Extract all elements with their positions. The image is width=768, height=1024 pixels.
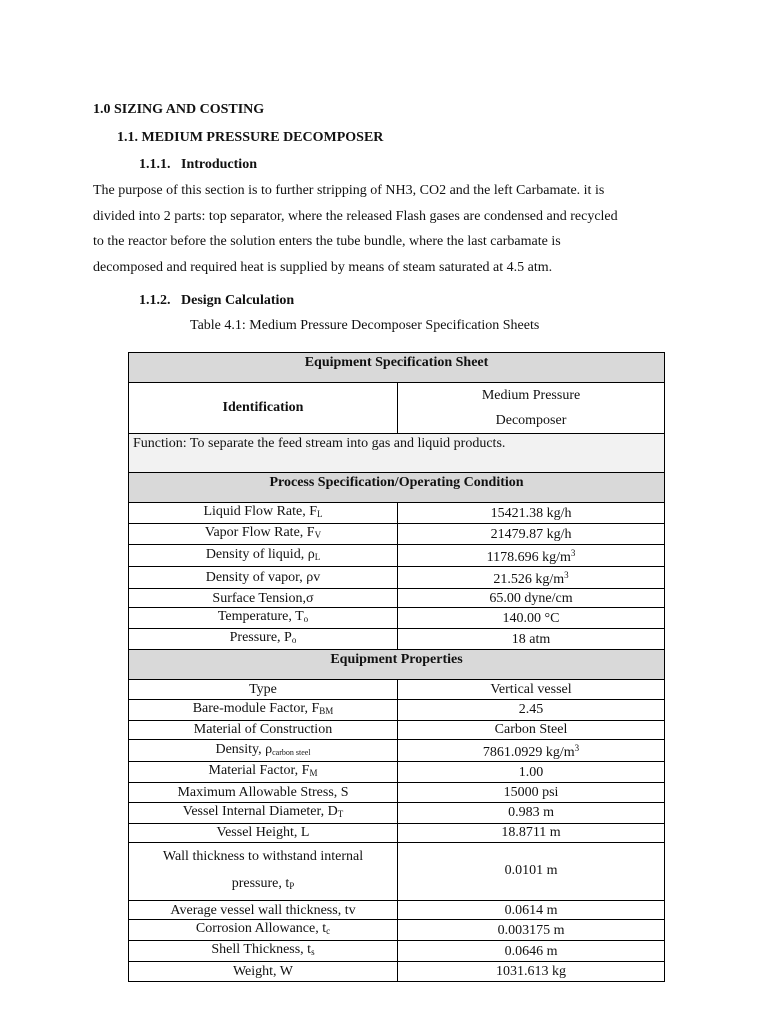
table-row	[129, 608, 665, 629]
row-label	[129, 823, 398, 842]
table-row	[129, 783, 665, 802]
row-value	[398, 762, 665, 783]
table-row	[129, 802, 665, 823]
specification-table	[128, 352, 665, 982]
row-label-subscript: T	[337, 808, 344, 819]
row-label-text: Average vessel wall thickness, tv	[170, 902, 356, 918]
row-value	[398, 920, 665, 941]
row-label-text: Weight, W	[232, 964, 294, 980]
row-value	[398, 524, 665, 545]
row-label	[129, 699, 398, 720]
identification-value-line: Medium Pressure	[481, 388, 581, 403]
row-label-text: Temperature, T	[217, 609, 304, 625]
row-label	[129, 629, 398, 650]
subsubsection-heading-design-calculation	[139, 293, 294, 309]
table-row	[129, 434, 665, 473]
table-section-header	[129, 650, 665, 680]
equipment-section-title: Equipment Properties	[129, 650, 665, 680]
row-value	[398, 589, 665, 608]
row-label-text: Density of vapor, ρv	[205, 570, 321, 585]
subsubsection-heading-introduction	[139, 157, 257, 173]
row-value-text: 0.0614 m	[504, 902, 558, 918]
table-row	[129, 842, 665, 900]
table-row	[129, 720, 665, 739]
row-value	[398, 740, 665, 762]
row-label-subscript: s	[311, 947, 315, 958]
table-row	[129, 823, 665, 842]
row-value	[398, 962, 665, 981]
row-value-text: 0.003175 m	[497, 922, 565, 938]
row-label	[129, 567, 398, 589]
row-label-text: Surface Tension,σ	[212, 590, 314, 606]
row-label	[129, 545, 398, 567]
row-value	[398, 802, 665, 823]
row-value	[398, 900, 665, 919]
row-label-text: Vessel Internal Diameter, D	[182, 803, 338, 819]
row-label	[129, 962, 398, 981]
row-label	[129, 720, 398, 739]
row-label-text: Density, ρ	[215, 741, 273, 757]
row-value	[398, 608, 665, 629]
row-value-text: 21.526 kg/m	[493, 572, 565, 587]
row-label	[129, 503, 398, 524]
row-label-subscript: L	[314, 551, 321, 562]
table-row	[129, 962, 665, 981]
table-section-header	[129, 473, 665, 503]
row-label	[129, 842, 398, 900]
row-label	[129, 762, 398, 783]
row-value-text: 1178.696 kg/m	[486, 550, 571, 565]
row-label-text: pressure, t	[231, 875, 290, 891]
heading-text: Design Calculation	[181, 293, 295, 308]
intro-line: to the reactor before the solution enters the tube bundle, where the last carbamate is	[93, 234, 561, 249]
row-label	[129, 802, 398, 823]
row-value	[398, 720, 665, 739]
table-row	[129, 762, 665, 783]
row-value-text: 18 atm	[511, 631, 551, 647]
heading-text: Introduction	[181, 157, 257, 172]
row-value-text: 15421.38 kg/h	[490, 505, 572, 521]
row-label	[129, 608, 398, 629]
row-value	[398, 783, 665, 802]
row-label-text: Vapor Flow Rate, F	[204, 525, 315, 540]
row-value	[398, 567, 665, 589]
row-label	[129, 524, 398, 545]
table-row	[129, 920, 665, 941]
row-label-text: Density of liquid, ρ	[205, 546, 315, 562]
row-label	[129, 740, 398, 762]
row-value-text: 0.0646 m	[504, 943, 558, 959]
row-value	[398, 680, 665, 699]
row-value-text: 1031.613 kg	[496, 964, 566, 980]
table-row	[129, 740, 665, 762]
row-value	[398, 699, 665, 720]
row-label-subscript: BM	[319, 705, 334, 716]
intro-line: divided into 2 parts: top separator, where the released Flash gases are condensed and recycled	[93, 208, 618, 224]
row-value-text: 7861.0929 kg/m	[482, 745, 575, 761]
row-label-subscript: L	[317, 509, 323, 519]
table-row	[129, 503, 665, 524]
row-value-text: Carbon Steel	[494, 722, 568, 738]
row-value-superscript: 3	[564, 570, 569, 580]
row-label	[129, 589, 398, 608]
row-label-text: Corrosion Allowance, t	[195, 921, 327, 937]
row-label-text: Vessel Height, L	[216, 825, 310, 841]
row-value-text: 140.00 °C	[502, 610, 560, 626]
row-value-text: 1.00	[518, 764, 544, 780]
row-value-text: 2.45	[518, 702, 544, 718]
row-value: 0.0101 m	[398, 842, 665, 900]
row-value-text: 65.00 dyne/cm	[489, 590, 573, 606]
row-label-text: Maximum Allowable Stress, S	[177, 784, 349, 800]
row-label-text: Material Factor, F	[208, 763, 310, 779]
row-value	[398, 503, 665, 524]
section-heading-sizing-costing: 1.0 SIZING AND COSTING	[93, 102, 265, 117]
row-label-subscript: o	[291, 635, 297, 646]
identification-value	[398, 383, 665, 434]
process-section-title: Process Specification/Operating Condition	[129, 473, 665, 503]
row-value-superscript: 3	[574, 743, 580, 754]
row-value-superscript: 3	[570, 548, 576, 558]
intro-paragraph	[93, 178, 683, 280]
row-label-subscript: o	[303, 614, 309, 625]
table-row	[129, 524, 665, 545]
row-value-text: 15000 psi	[503, 784, 559, 800]
table-caption: Table 4.1: Medium Pressure Decomposer Specification Sheets	[190, 318, 540, 333]
table-row	[129, 680, 665, 699]
row-label-text: Liquid Flow Rate, F	[203, 504, 318, 519]
table-row	[129, 699, 665, 720]
intro-line: The purpose of this section is to further stripping of NH3, CO2 and the left Carbamate. it is	[93, 183, 605, 198]
identification-value-line: Decomposer	[495, 413, 567, 428]
row-label-text: Type	[249, 682, 277, 698]
row-value	[398, 629, 665, 650]
row-value	[398, 941, 665, 962]
table-row	[129, 567, 665, 589]
sheet-title: Equipment Specification Sheet	[129, 353, 665, 383]
row-label-text: Bare-module Factor, F	[192, 700, 320, 716]
row-value-text: 18.8711 m	[501, 825, 561, 841]
row-label	[129, 941, 398, 962]
table-row	[129, 900, 665, 919]
row-label-line: Wall thickness to withstand internal	[162, 848, 364, 864]
row-label	[129, 680, 398, 699]
row-label-text: Material of Construction	[193, 722, 333, 738]
table-row	[129, 629, 665, 650]
row-value-text: Vertical vessel	[490, 682, 572, 698]
row-label-line	[133, 870, 393, 900]
row-label-text: Shell Thickness, t	[211, 942, 312, 958]
row-value-text: 0.983 m	[508, 805, 554, 821]
table-row	[129, 383, 665, 434]
identification-label: Identification	[129, 383, 398, 434]
table-row	[129, 941, 665, 962]
function-cell: Function: To separate the feed stream into gas and liquid products.	[129, 434, 665, 473]
heading-number: 1.1.2.	[139, 293, 171, 308]
table-section-header	[129, 353, 665, 383]
heading-number: 1.1.1.	[139, 157, 171, 172]
intro-line: decomposed and required heat is supplied by means of steam saturated at 4.5 atm.	[93, 259, 553, 275]
row-label	[129, 783, 398, 802]
table-row	[129, 589, 665, 608]
row-label	[129, 900, 398, 919]
row-value	[398, 545, 665, 567]
row-label-subscript: P	[289, 880, 295, 891]
row-value-text: 21479.87 kg/h	[490, 526, 572, 542]
row-label-subscript: carbon steel	[272, 747, 311, 757]
row-label-subscript: M	[309, 768, 318, 779]
row-label-subscript: V	[314, 530, 322, 540]
row-label	[129, 920, 398, 941]
row-label-text: Pressure, P	[229, 630, 292, 646]
row-label-subscript: c	[326, 926, 331, 937]
table-row	[129, 545, 665, 567]
subsection-heading-mp-decomposer: 1.1. MEDIUM PRESSURE DECOMPOSER	[117, 130, 384, 145]
row-value	[398, 823, 665, 842]
